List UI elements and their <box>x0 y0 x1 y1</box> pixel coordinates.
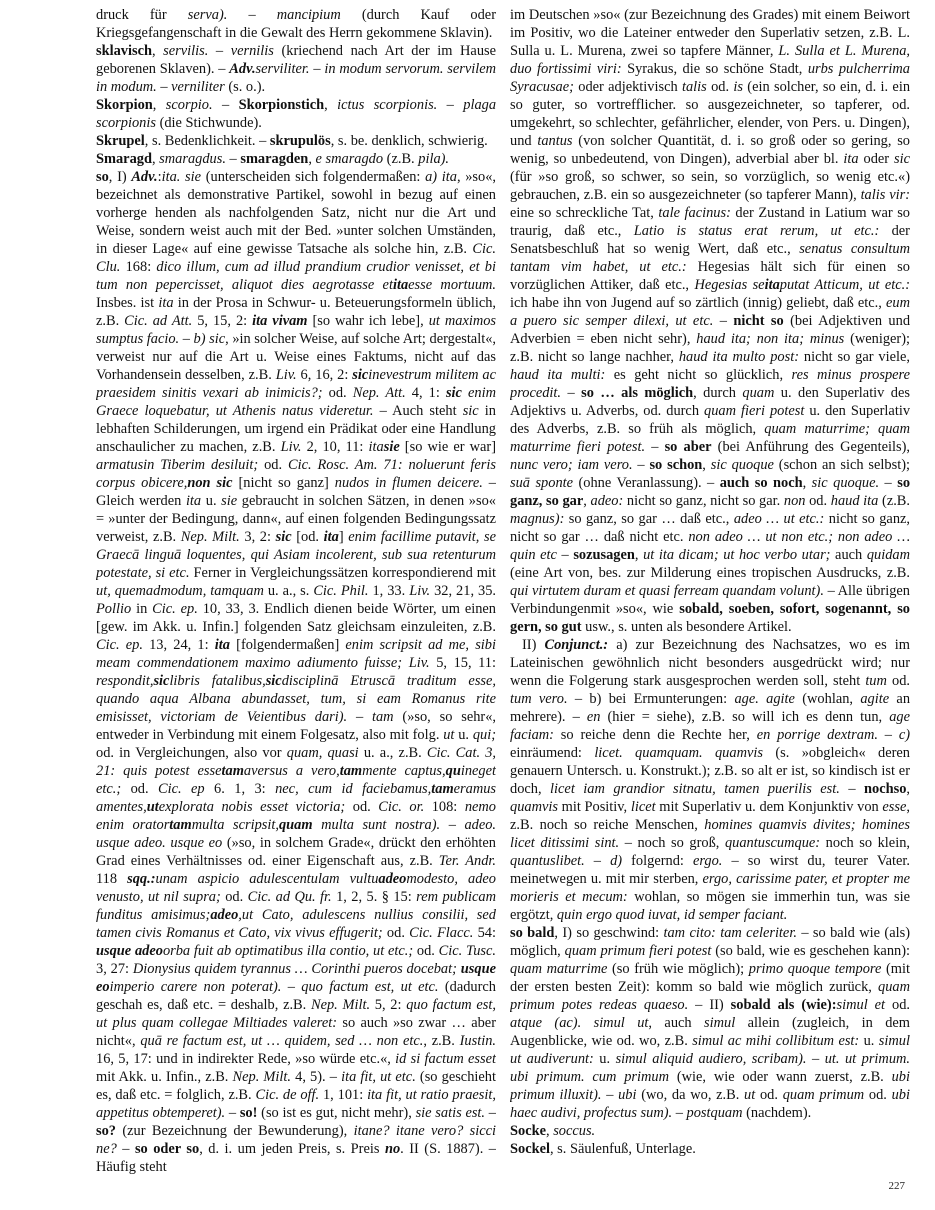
right_column-entry: II) Conjunct.: a) zur Bezeichnung des Nachsatzes, wo es im Lateinischen gewöhnlich nicht besonders ausgedrückt wird; nur wenn die Folgerung stark ausgesprochen werden soll, steht tum od. tum vero. – b) bei Ermunterungen: age. agite (wohlan, agite an mehrere). – en (hier = siehe), z.B. so will ich es denn tun, age faciam: so reiche denn die Rechte her, en porrige dextram. – c) einräumend: licet. quamquam. quamvis (s. »obgleich« deren genauern Untersch. u. Konstrukt.); z.B. so alt er ist, so kindisch ist er doch, licet iam grandior sitnatu, tamen puerilis est. – nochso, quamvis mit Positiv, licet mit Superlativ u. dem Konjunktiv von esse, z.B. noch so reiche Menschen, homines quamvis divites; homines licet ditissimi sint. – noch so groß, quantuscumque: noch so klein, quantuslibet. – d) folgernd: ergo. – so wirst du, teurer Vater. meinetwegen u. mit mir sterben, ergo, carissime pater, et propter me morieris et mecum: wohlan, so mögen sie immerhin tun, was sie ergötzt, quin ergo quod iuvat, id semper faciant. <box>510 637 910 923</box>
right_column-entry: im Deutschen »so« (zur Bezeichnung des Grades) mit einem Beiwort im Positiv, wo die Lateiner entweder den Superlativ setzen, z.B. L. Sulla u. L. Murena, zwei so tapfere Männer, L. Sulla et L. Murena, duo fortissimi viri: Syrakus, die so schöne Stadt, urbs pulcherrima Syracusae; oder adjektivisch talis od. is (ein solcher, so ein, d. i. ein so guter, so vortrefflicher. so ausgezeichneter, so tapferer, od. umgekehrt, so schlechter, gefährlicher, elender, von Pers. u. Dingen), und tantus (von solcher Quantität, d. i. so groß oder so gering, so wenig, so unbedeutend, von Dingen), adverbial aber bl. ita oder sic (für »so groß, so schwer, so sein, so vorzüglich, so wenig etc.«) gebrauchen, z.B. ein so ausgezeichneter (so tapferer Mann), talis vir: eine so schreckliche Tat, tale facinus: der Zustand in Latium war so traurig, daß etc., Latio is status erat rerum, ut etc.: der Senatsbeschluß hat so wenig Wert, daß etc., senatus consultum tantam vim habet, ut etc.: Hegesias hält sich für einen so vorzüglichen Attiker, daß etc., Hegesias seitaputat Atticum, ut etc.: ich habe ihn von Jugend auf so zärtlich (innig) geliebt, daß etc., eum a puero sic semper dilexi, ut etc. – nicht so (bei Adjektiven und Adverbien = eben nicht sehr), haud ita; non ita; minus (weniger); z.B. nicht so lange nachher, haud ita multo post: nicht so gar viele, haud ita multi: es geht nicht so glücklich, res minus prospere procedit. – so … als möglich, durch quam u. den Superlativ des Adjektivs u. Adverbs, od. durch quam fieri potest u. den Superlativ des Adverbs, z.B. so früh als möglich, quam maturrime; quam maturrime fieri potest. – so aber (bei Anführung des Gegenteils), nunc vero; iam vero. – so schon, sic quoque (schon an sich selbst); suā sponte (ohne Veranlassung). – auch so noch, sic quoque. – so ganz, so gar, adeo: nicht so ganz, nicht so gar. non od. haud ita (z.B. magnus): so ganz, so gar … daß etc., adeo … ut etc.: nicht so ganz, nicht so gar … daß nicht etc. non adeo … ut non etc.; non adeo … quin etc – sozusagen, ut ita dicam; ut hoc verbo utar; auch quidam (eine Art von, bes. zur Milderung eines tropischen Ausdrucks, z.B. qui virtutem duram et quasi ferream quandam volunt). – Alle übrigen Verbindungenmit »so«, wie sobald, soeben, sofort, sogenannt, so gern, so gut usw., s. unten als besondere Artikel. <box>510 7 910 635</box>
left_column-entry: Smaragd, smaragdus. – smaragden, e smaragdo (z.B. pila). <box>96 151 450 167</box>
right-column <box>510 6 910 1158</box>
page-number: 227 <box>888 1180 905 1192</box>
left_column-entry: sklavisch, servilis. – vernilis (kriechend nach Art der im Hause geborenen Sklaven). – Adv.serviliter. – in modum servorum. servilem in modum. – verniliter (s. o.). <box>96 43 496 95</box>
left_column-entry: so, I) Adv.:ita. sie (unterscheiden sich folgendermaßen: a) ita, »so«, bezeichnet als demonstrative Partikel, sowohl in bezug auf einen vorherge henden als nachfolgenden Satz, nicht nur die Art und Weise, sondern weist auch mit der Bed. »unter solchen Umständen, in dieser Lage« auf eine gewisse Tatsache als solche hin, z.B. Cic. Clu. 168: dico illum, cum ad illud prandium crudior venisset, et bi tum non pepercisset, aliquot dies aegrotasse etitaesse mortuum. Insbes. ist ita in der Prosa in Schwur- u. Beteuerungsformeln üblich, z.B. Cic. ad Att. 5, 15, 2: ita vivam [so wahr ich lebe], ut maximos sumptus facio. – b) sic, »in solcher Weise, auf solche Art; dergestalt«, verweist nur auf die Art u. Weise eines Faktums, nicht auf das Vorhandensein desselben, z.B. Liv. 6, 16, 2: sicinevestrum militem ac praesidem sinitis vexari ab inimicis?; od. Nep. Att. 4, 1: sic enim Graece loquebatur, ut Athenis natus videretur. – Auch steht sic in lebhaften Schilderungen, um irgend ein Prädikat oder eine Handlung anschaulicher zu machen, z.B. Liv. 2, 10, 11: itasie [so wie er war] armatusin Tiberim desiluit; od. Cic. Rosc. Am. 71: noluerunt feris corpus obicere,non sic [nicht so ganz] nudos in flumen deicere. – Gleich werden ita u. sie gebraucht in solchen Sätzen, in denen »so« = »unter der Bedingung, dann«, auf einen folgenden Bedingungssatz verweist, z.B. Nep. Milt. 3, 2: sic [od. ita] enim facillime putavit, se Graecā linguā loquentes, qui Asiam incolerent, sub sua retenturum potestate, si etc. Ferner in Vergleichungssätzen korrespondierend mit ut, quemadmodum, tamquam u. a., s. Cic. Phil. 1, 33. Liv. 32, 21, 35. Pollio in Cic. ep. 10, 33, 3. Endlich dienen beide Wörter, um einen [gew. im Akk. u. Infin.] folgenden Satz gleichsam einzuleiten, z.B. Cic. ep. 13, 24, 1: ita [folgendermaßen] enim scripsit ad me, sibi meam commendationem maximo adiumento fuisse; Liv. 5, 15, 11: respondit,siclibris fatalibus,sicdisciplinā Etruscā traditum esse, quando aqua Albana abundasset, tum, si eam Romanus rite emisisset, victoriam de Veientibus dari). – tam (»so, so sehr«, entweder in Verbindung mit einem Folgesatz, also mit folg. ut u. qui; od. in Vergleichungen, also vor quam, quasi u. a., z.B. Cic. Cat. 3, 21: quis potest essetamaversus a vero,tammente captus,quineget etc.; od. Cic. ep 6. 1, 3: nec, cum id faciebamus,tameramus amentes,utexplorata nobis esset victoria; od. Cic. or. 108: nemo enim oratortammulta scripsit,quam multa sunt nostra). – adeo. usque adeo. usque eo (»so, in solchem Grade«, drückt den erhöhten Grad eines Verhältnisses od. einer Eigenschaft aus, z.B. Ter. Andr. 118 sqq.:unam aspicio adulescentulam vultuadeomodesto, adeo venusto, ut nil supra; od. Cic. ad Qu. fr. 1, 2, 5. § 15: rem publicam funditus amisimus;adeo,ut Cato, adulescens nullius consilii, sed tamen civis Romanus et Cato, vix vivus effugerit; od. Cic. Flacc. 54: usque adeoorba fuit ab optimatibus illa contio, ut etc.; od. Cic. Tusc. 3, 27: Dionysius quidem tyrannus … Corinthi pueros docebat; usque eoimperio carere non poterat). – quo factum est, ut etc. (dadurch geschah es, daß etc. = deshalb, z.B. Nep. Milt. 5, 2: quo factum est, ut plus quam collegae Miltiades valeret: so auch »so zwar … aber nicht«, quā re factum est, ut … quidem, sed … non etc., z.B. Iustin. 16, 5, 17: und in indirekter Rede, »so würde etc.«, id si factum esset mit Akk. u. Infin., z.B. Nep. Milt. 4, 5). – ita fit, ut etc. (so geschieht es, daß etc. = folglich, z.B. Cic. de off. 1, 101: ita fit, ut ratio praesit, appetitus obtemperet). – so! (so ist es gut, nicht mehr), sie satis est. – so? (zur Bezeichnung der Bewunderung), itane? itane vero? sicci ne? – so oder so, d. i. um jeden Preis, s. Preis no. II (S. 1887). – Häufig steht <box>96 169 496 1175</box>
right_column-entry: Sockel, s. Säulenfuß, Unterlage. <box>510 1141 696 1157</box>
left_column-entry: Skorpion, scorpio. – Skorpionstich, ictus scorpionis. – plaga scorpionis (die Stichwunde). <box>96 97 496 131</box>
left_column-entry: druck für serva). – mancipium (durch Kauf oder Kriegsgefangenschaft in die Gewalt des Herrn gekommene Sklavin). <box>96 7 496 41</box>
right_column-entry: Socke, soccus. <box>510 1123 596 1139</box>
left_column-entry: Skrupel, s. Bedenklichkeit. – skrupulös, s. be. denklich, schwierig. <box>96 133 488 149</box>
left-column <box>96 6 496 1176</box>
right_column-entry: so bald, I) so geschwind: tam cito: tam celeriter. – so bald wie (als) möglich, quam primum fieri potest (so bald, wie es geschehen kann): quam maturrime (so früh wie möglich); primo quoque tempore (mit der ersten besten Zeit): komm so bald wie möglich zurück, quam primum potes redeas quaeso. – II) sobald als (wie):simul et od. atque (ac). simul ut, auch simul allein (zugleich, in dem Augenblicke, wie od. wo, z.B. simul ac mihi collibitum est: u. simul ut audiverunt: u. simul aliquid audiero, scribam). – ut. ut primum. ubi primum. cum primum (wie, wie oder wann zuerst, z.B. ubi primum illuxit). – ubi (wo, da wo, z.B. ut od. quam primum od. ubi haec audivi, profectus sum). – postquam (nachdem). <box>510 925 910 1121</box>
